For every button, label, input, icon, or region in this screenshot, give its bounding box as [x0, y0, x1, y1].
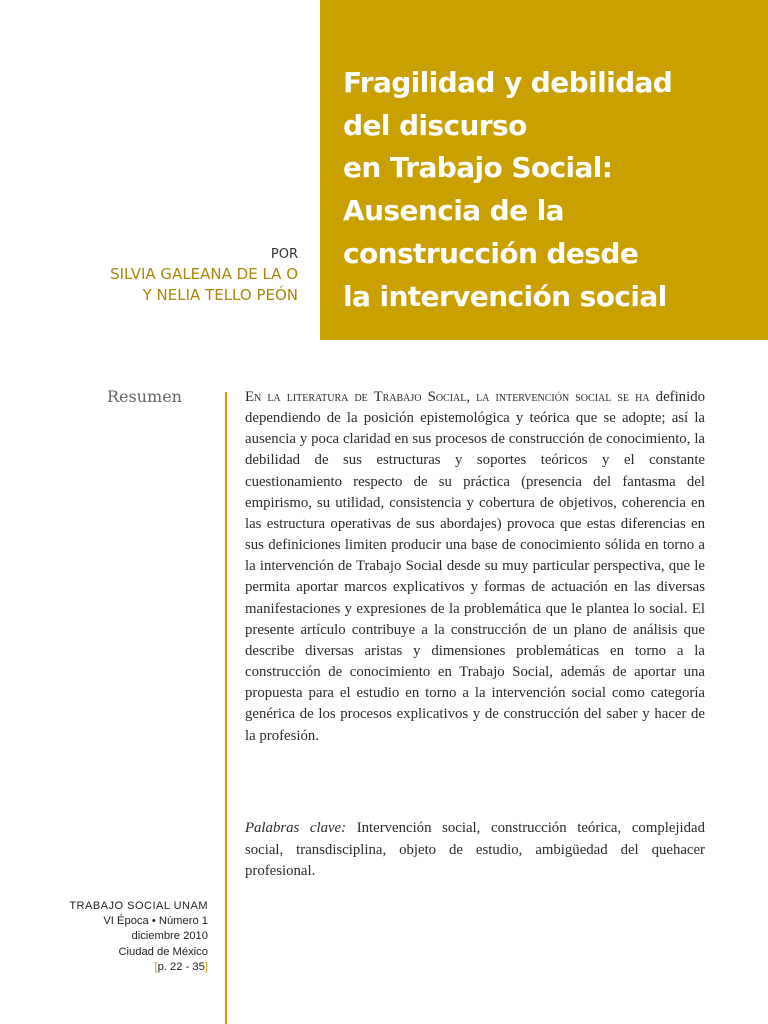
author-line: Y NELIA TELLO PEÓN — [142, 286, 298, 304]
journal-city: Ciudad de México — [118, 945, 208, 958]
keywords — [245, 818, 705, 883]
byline-por: POR — [270, 247, 298, 262]
journal-info — [69, 899, 208, 975]
title-line: Ausencia de la — [343, 194, 564, 228]
abstract-body: definido dependiendo de la posición epistemológica y teórica que se adopte; así la ausencia y poca claridad en sus procesos de construcción de conocimiento, la debilidad de sus estructuras y soportes teóricos y el constante cuestionamiento respecto de su práctica (presencia del fantasma del empirismo, su utilidad, consistencia y cobertura de objetivos, coherencia en las estructura operativas de sus abordajes) provoca que estas diferencias en sus definiciones limiten producir una base de conocimiento sólida en torno a la intervención de Trabajo Social desde su muy particular perspectiva, que le permita aportar marcos explicativos y formas de actuación en las diversas manifestaciones y expresiones de la problemática que le plantea lo social. El presente artículo contribuye a la construcción de un plano de análisis que describe diversas aristas y dimensiones problemáticas en torno a la construcción de conocimiento en Trabajo Social, además de aportar una propuesta para el estudio en torno a la intervención social como categoría genérica de los procesos explicativos y de construcción del saber y hacer de la profesión. — [245, 389, 705, 744]
journal-pages — [69, 960, 208, 975]
title-line: construcción desde — [343, 236, 639, 270]
title-line: la intervención social — [343, 279, 667, 313]
article-title — [343, 62, 763, 318]
keywords-label: Palabras clave: — [245, 820, 347, 836]
abstract-heading: Resumen — [107, 387, 182, 406]
page-range: p. 22 - 35 — [157, 960, 205, 973]
vertical-divider — [225, 392, 227, 1024]
journal-name: TRABAJO SOCIAL UNAM — [69, 900, 208, 912]
title-line: en Trabajo Social: — [343, 151, 613, 185]
journal-issue: VI Época • Número 1 — [103, 915, 208, 928]
bracket-close: ] — [204, 960, 208, 973]
keywords-text: Intervención social, construcción teórica, complejidad social, transdisciplina, objeto de estudio, ambigüedad del quehacer profesional. — [245, 820, 705, 879]
journal-date: diciembre 2010 — [131, 930, 208, 943]
author-line: SILVIA GALEANA DE LA O — [110, 265, 298, 283]
abstract-lead: En la literatura de Trabajo Social, la intervención social se ha — [245, 389, 650, 405]
bracket-open: [ — [154, 960, 158, 973]
byline — [110, 246, 298, 306]
title-line: Fragilidad y debilidad — [343, 66, 673, 99]
abstract-text — [245, 387, 705, 747]
title-line: del discurso — [343, 108, 527, 142]
